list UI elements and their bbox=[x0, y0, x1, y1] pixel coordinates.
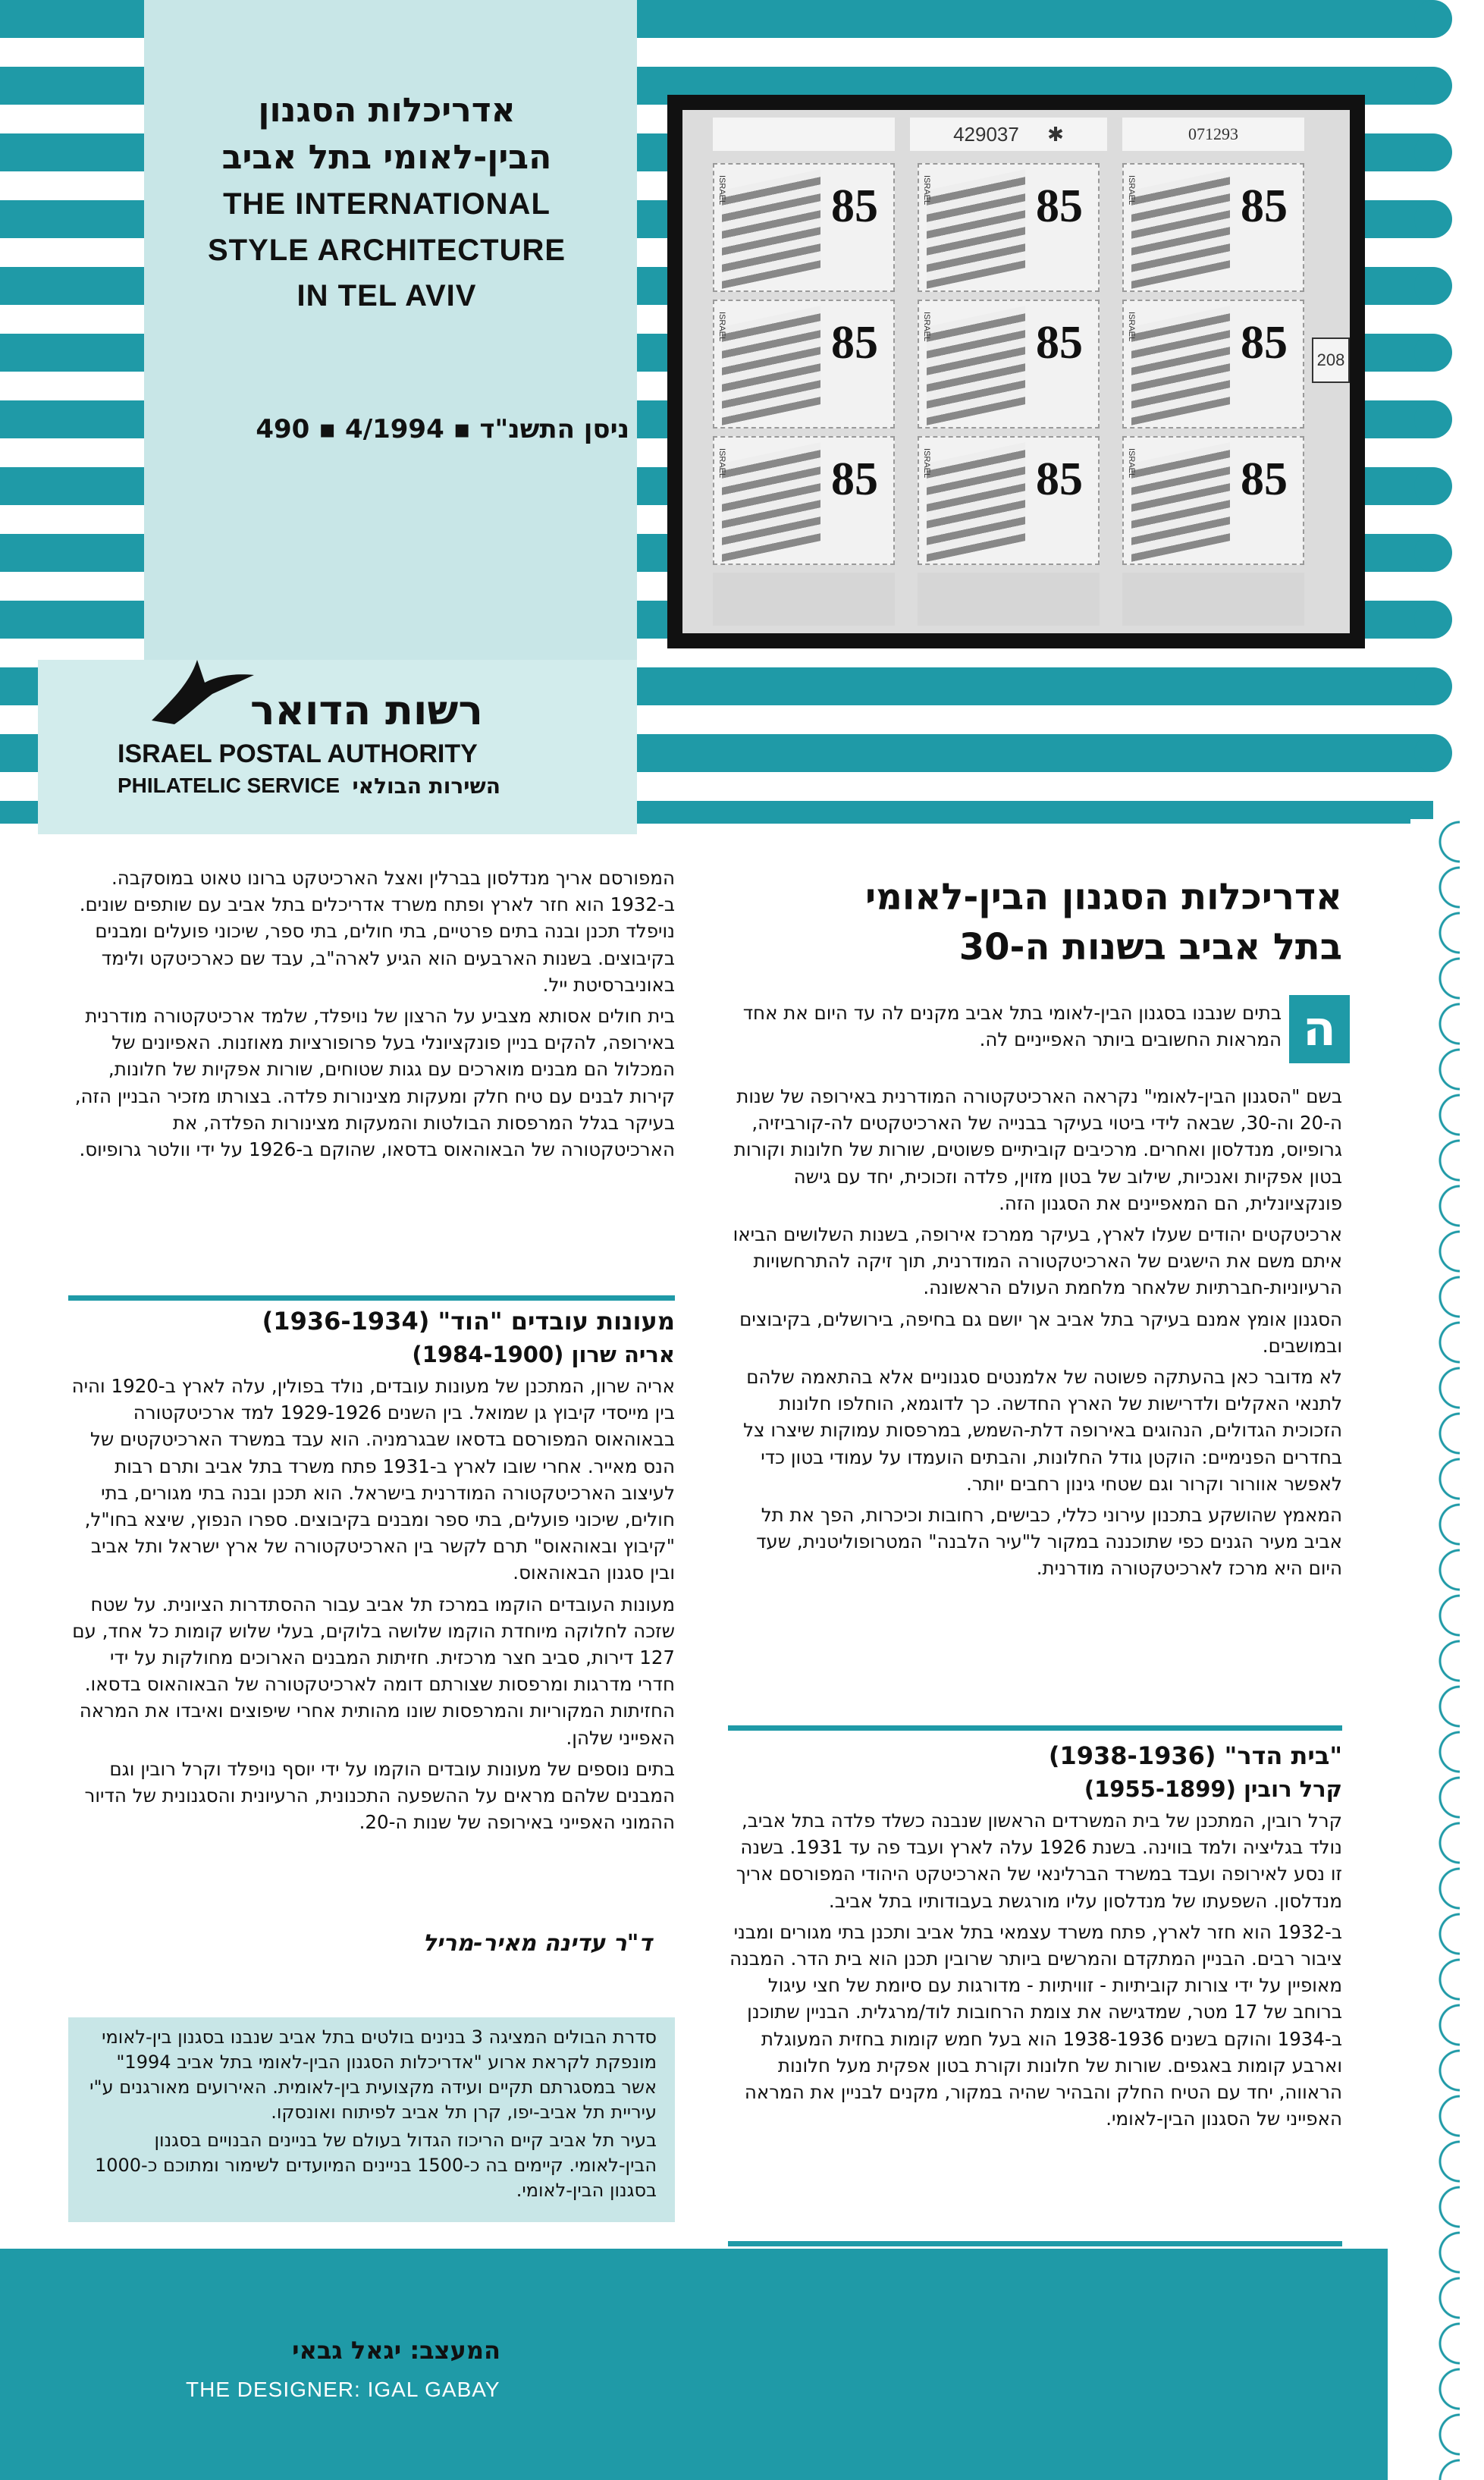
issue-number: 490 bbox=[256, 414, 310, 444]
paragraph: בתים נוספים של מעונות עובדים הוקמו על ידי יוסף נויפלד וקרל רובין וגם המבנים שלהם מראים על ההשפעה התכנונית, הרעיונית והסגנונית של הדיור ההמוני האפייני באירופה של שנות ה-20. bbox=[84, 1757, 675, 1834]
left-column-top bbox=[68, 865, 675, 1167]
sheet-tab-right bbox=[1122, 118, 1304, 151]
section-subtitle: אריה שרון (1984-1900) bbox=[412, 1342, 675, 1367]
stamp: ISRAEL 85 bbox=[1122, 300, 1304, 429]
section-title: "בית הדר" (1938-1936) bbox=[1048, 1741, 1342, 1770]
sheet-tab-bottom-left bbox=[713, 573, 895, 626]
stamp: ISRAEL 85 bbox=[918, 300, 1100, 429]
paragraph: קרל רובין, המתכנן של בית המשרדים הראשון שנבנה כשלד פלדה בתל אביב, נולד בגליציה ולמד בווינה. בשנת 1926 עלה לארץ ועבד פה עד 1931. בשנה זו נסע לאירופה ועבד במשרד הברלינאי של הארכיטקט היהודי המפורסם אריך מנדלסון. השפעתו של מנדלסון עליו מורגשת בעבודותיו בתל אביב. bbox=[736, 1810, 1342, 1912]
paragraph: בעיר תל אביב קיים הריכוז הגדול בעולם של בניינים הבנויים בסגנון הבין-לאומי. קיימים בה כ-1500 בניינים המיועדים לשימור ומתוכם כ-1000 בסגנון הבין-לאומי. bbox=[94, 2130, 657, 2201]
info-box bbox=[68, 2017, 675, 2222]
stamp: ISRAEL 85 bbox=[713, 163, 895, 292]
paragraph: המאמץ שהושקע בתכנון עירוני כללי, כבישים, רחובות וכיכרות, הפך את תל אביב מעיר הגנים כפי שתוכננה במקור ל"עיר הלבנה" המטרופוליטנית, שעד היום היא מרכז לארכיטקטורה מודרנית. bbox=[756, 1504, 1342, 1580]
stamp: ISRAEL 85 bbox=[1122, 436, 1304, 565]
article-title-line2: בתל אביב בשנות ה-30 bbox=[958, 926, 1342, 968]
stamp-sheet bbox=[667, 95, 1365, 648]
paragraph: ב-1932 הוא חזר לארץ, פתח משרד עצמאי בתל אביב ותכנן בתי מגורים ומבני ציבור רבים. הבניין המתקדם והמרשים ביותר שרובין תכנן הוא בית הדר. המבנה מאופיין על ידי צורות קוביתיות - זוויתיות - מדורגות עם סיומת של חצי עיגול ברוחב של 17 מטר, שמדגישה את צומת הרחובות לוד/מרגלית. הבניין שתוכנן ב-1934 והוקם בשנים 1938-1936 הוא בעל חמש קומות בחזית המעוגלת וארבע קומות באגפים. שורות של חלונות וקורת בטון אפקית מעל חלונות הראווה, יחד עם הטיח החלק והבהיר שהיה במקור, מקנים לבניין את המראה האפייני של הסגנון הבין-לאומי. bbox=[729, 1920, 1342, 2130]
stamp: ISRAEL 85 bbox=[918, 436, 1100, 565]
sheet-tab-left bbox=[713, 118, 895, 151]
section-divider bbox=[68, 1295, 675, 1301]
logo-name-en: ISRAEL POSTAL AUTHORITY bbox=[118, 739, 478, 768]
postal-authority-logo-icon bbox=[144, 652, 258, 728]
section-hod bbox=[68, 1306, 675, 1840]
paragraph: המפורסם אריך מנדלסון בברלין ואצל הארכיטקט ברונו טאוט במוסקבה. ב-1932 הוא חזר לארץ ופתח משרד אדריכלים בתל אביב עם שותפים שונים. נויפלד תכנן ובנה בתים פרטיים, בתי חולים, בתי ספר, שיכוני פועלים ומבנים בקיבוצים. בשנות הארבעים הוא הגיע לארה"ב, עבד שם כארכיטקט ולימד באוניברסיטת ייל. bbox=[79, 867, 675, 996]
issue-line: ניסן התשנ"ד ▪ 4/1994 ▪ 490 bbox=[256, 414, 629, 444]
plate-number: 208 bbox=[1312, 337, 1350, 383]
paragraph: ארכיטקטים יהודים שעלו לארץ, בעיקר ממרכז אירופה, בשנות השלושים הביאו איתם משם את הישגים של הארכיטקטורה המודרנית, תוך זיקה להתרחשויות הרעיוניות-חברתיות שלאחר מלחמת העולם הראשונה. bbox=[733, 1223, 1342, 1299]
logo-service-en: PHILATELIC SERVICE bbox=[118, 774, 340, 797]
serial-number-1: 429037 bbox=[953, 123, 1019, 146]
stamp-sheet-inner bbox=[682, 110, 1350, 633]
paragraph: הסגנון אומץ אמנם בעיקר בתל אביב אך יושם גם בחיפה, בירושלים, בקיבוצים ובמושבים. bbox=[739, 1307, 1342, 1357]
paragraph: לא מדובר כאן בהעתקה פשוטה של אלמנטים סגנוניים אלא בהתאמה שלהם לתנאי האקלים ולדרישות של הארץ החדשה. כך לדוגמא, הוחלפו חלונות הזכוכית הגדולים, הנהוגים באירופה דלת-השמש, במרפסות עמוקות שיצרו צל בחדרים הפנימיים: הוקטן גודל החלונות, והבתים הועמדו על עמודי בטון כדי לאפשר אוורור וקרור וגם שטחי גינון רחבים יותר. bbox=[743, 1366, 1342, 1495]
sheet-tab-serial bbox=[910, 118, 1107, 151]
section-divider bbox=[728, 1725, 1342, 1731]
paragraph: בית חולים אסותא מצביע על הרצון של נויפלד, שלמד ארכיטקטורה מודרנית באירופה, להקים בניין פונקציונלי בעל פרופורציות מאוזנות. האפיונים של המכלול הם מבנים מוארכים עם גגות שטוחים, שורות אפקיות של חלונות, קירות לבנים עם טיח חלק ומעקות מצינורות פלדה. בצורתו מזכיר הבניין הזה, בעיקר בגלל המרפסות הבולטות והמעקות מצינורות הפלדה, את הארכיטקטורה של הבאוהאוס בדסאו, שהוקם ב-1926 על ידי וולטר גרופיוס. bbox=[74, 1005, 675, 1161]
perforated-edge-outline bbox=[1437, 819, 1460, 2480]
title-he-line2: הבין-לאומי בתל אביב bbox=[221, 138, 552, 177]
designer-he: המעצב: יגאל גבאי bbox=[292, 2336, 500, 2365]
paragraph: סדרת הבולים המציגה 3 בנינים בולטים בתל אביב שנבנו בסגנון בין-לאומי מונפקת לקראת ארוע "אדריכלות הסגנון הבין-לאומי בתל אביב 1994" אשר במסגרתם תקיים ועידה מקצועית בין-לאומית. האירועים מאורגנים ע"י עיריית תל אביב-יפו, קרן תל אביב לפיתוח ואונסקו. bbox=[89, 2026, 657, 2123]
issue-date: 4/1994 bbox=[345, 414, 444, 444]
designer-en: THE DESIGNER: IGAL GABAY bbox=[186, 2378, 500, 2401]
article-title bbox=[728, 872, 1342, 972]
title-en-line1: THE INTERNATIONAL bbox=[223, 187, 551, 221]
section-subtitle: קרל רובין (1955-1899) bbox=[1084, 1776, 1342, 1802]
paragraph: בשם "הסגנון הבין-לאומי" נקראה הארכיטקטורה המודרנית באירופה של שנות ה-20 וה-30, שבאה לידי ביטוי בעיקר בבנייה של הארכיטקטים לה-קורביזיה, גרופיוס, מנדלסון ואחרים. מרכיבים קוביתיים פשוטים, שורות של חלונות וקורות בטון אפקיות ואנכיות, שילוב של בטון מזוין, פלדה וזכוכית, יחד עם גישה פונקציונלית, הם המאפיינים את הסגנון הזה. bbox=[733, 1085, 1342, 1214]
section-beit-hadar bbox=[728, 1741, 1342, 2136]
logo-name-he: רשות הדואר bbox=[250, 686, 483, 734]
sheet-tab-bottom-mid bbox=[918, 573, 1100, 626]
serial-number-2: 071293 bbox=[1188, 124, 1238, 143]
title-he-line1: אדריכלות הסגנון bbox=[258, 91, 516, 130]
article-body bbox=[728, 1083, 1342, 1587]
title-en-line3: IN TEL AVIV bbox=[296, 279, 477, 312]
stamp: ISRAEL 85 bbox=[918, 163, 1100, 292]
logo-service-he: השירות הבולאי bbox=[352, 774, 500, 799]
section-divider bbox=[728, 2241, 1342, 2246]
article-title-line1: אדריכלות הסגנון הבין-לאומי bbox=[865, 876, 1342, 918]
paragraph: אריה שרון, המתכנן של מעונות עובדים, נולד בפולין, עלה לארץ ב-1920 והיה בין מייסדי קיבוץ גן שמואל. בין השנים 1929-1926 למד ארכיטקטורה בבאוהאוס המפורסם בדסאו שבגרמניה. הוא עבד במשרד הארכיטקטים של הנס מאייר. אחרי שובו לארץ ב-1931 פתח משרד בתל אביב ותרם רבות לעיצוב הארכיטקטורה המודרנית בישראל. הוא תכנן ובנה בתי מגורים, בתי חולים, שיכוני פועלים, בתי ספר ומבנים בקיבוצים. ספרו הנפוץ, שיצא בחו"ל, "קיבוץ ובאוהאוס" תרם לקשר בין הארכיטקטורה של ארץ ישראל ותל אביב ובין סגנון הבאוהאוס. bbox=[71, 1375, 675, 1584]
logo-service-line bbox=[118, 774, 500, 799]
drop-cap: ה bbox=[1289, 995, 1350, 1063]
star-mark: ✱ bbox=[1047, 123, 1064, 146]
title-en-line2: STYLE ARCHITECTURE bbox=[207, 234, 566, 267]
section-title: מעונות עובדים "הוד" (1936-1934) bbox=[262, 1307, 675, 1336]
author-signature: ד"ר עדינה מאיר-מריל bbox=[422, 1930, 652, 1957]
stamp: ISRAEL 85 bbox=[1122, 163, 1304, 292]
article-intro: בתים שנבנו בסגנון הבין-לאומי בתל אביב מקנים לה עד היום את אחד המראות החשובים ביותר האפייניים לה. bbox=[742, 1002, 1282, 1051]
stamp: ISRAEL 85 bbox=[713, 300, 895, 429]
stamp: ISRAEL 85 bbox=[713, 436, 895, 565]
issue-date-he: ניסן התשנ"ד bbox=[479, 414, 629, 444]
sheet-tab-bottom-right bbox=[1122, 573, 1304, 626]
paragraph: מעונות העובדים הוקמו במרכז תל אביב עבור ההסתדרות הציונית. על שטח שזכה לחלוקה מיוחדת הוקמו שלושה בלוקים, בעלי שלוש קומות כל אחד, עם 127 דירות, סביב חצר מרכזית. חזיתות המבנים הארוכים מחולקות על ידי חדרי מדרגות ומרפסות שצורתם דומה לארכיטקטורה של הבאוהאוס בדסאו. החזיתות המקוריות והמרפסות שונו מהותית אחרי שיפוצים ואיבדו את המראה האפייני שלהן. bbox=[72, 1593, 675, 1749]
